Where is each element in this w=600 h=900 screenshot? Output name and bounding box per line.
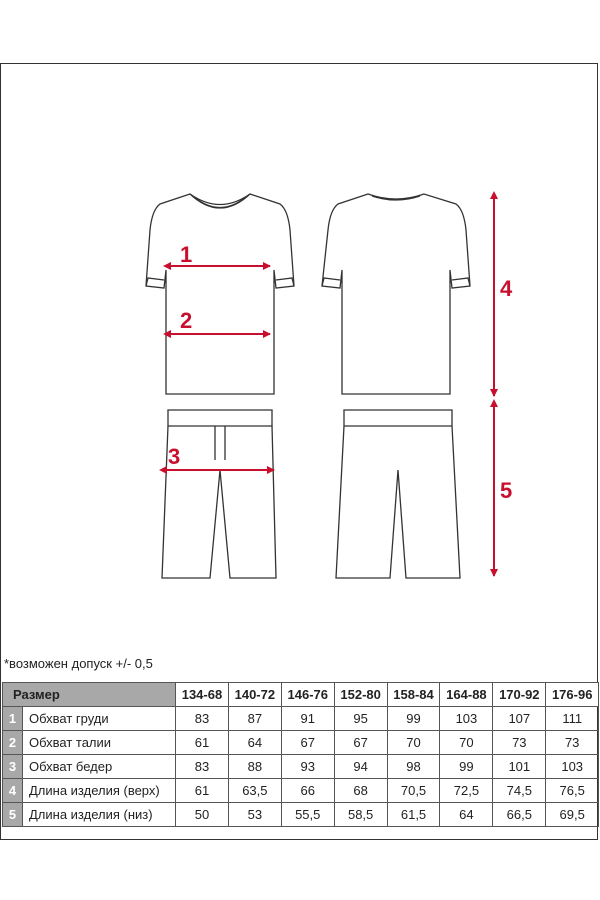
size-column-header: 170-92	[493, 683, 546, 707]
marker-5: 5	[500, 478, 513, 503]
garment-diagram	[0, 63, 600, 653]
measurement-value: 55,5	[281, 803, 334, 827]
row-number: 3	[3, 755, 23, 779]
measurement-value: 64	[440, 803, 493, 827]
measurement-value: 63,5	[228, 779, 281, 803]
table-row	[3, 731, 599, 755]
measurement-value: 99	[440, 755, 493, 779]
marker-2: 2	[180, 308, 193, 333]
row-number: 1	[3, 707, 23, 731]
measurement-value: 87	[228, 707, 281, 731]
tolerance-note: *возможен допуск +/- 0,5	[4, 656, 153, 671]
measurement-value: 83	[176, 707, 229, 731]
size-column-header: 140-72	[228, 683, 281, 707]
measurement-value: 61,5	[387, 803, 440, 827]
measurement-value: 101	[493, 755, 546, 779]
row-number: 4	[3, 779, 23, 803]
size-column-header: 176-96	[546, 683, 599, 707]
measurement-value: 95	[334, 707, 387, 731]
measurement-value: 64	[228, 731, 281, 755]
measurement-value: 74,5	[493, 779, 546, 803]
measurement-value: 72,5	[440, 779, 493, 803]
shorts-back	[336, 410, 460, 578]
measurement-value: 50	[176, 803, 229, 827]
measurement-value: 70,5	[387, 779, 440, 803]
measurement-value: 66,5	[493, 803, 546, 827]
measurement-value: 93	[281, 755, 334, 779]
measurement-label: Обхват талии	[23, 731, 176, 755]
row-number: 2	[3, 731, 23, 755]
measurement-value: 107	[493, 707, 546, 731]
measurement-value: 98	[387, 755, 440, 779]
measurement-value: 99	[387, 707, 440, 731]
table-header-row	[3, 683, 599, 707]
measurement-value: 61	[176, 731, 229, 755]
measurement-label: Обхват бедер	[23, 755, 176, 779]
size-column-header: 164-88	[440, 683, 493, 707]
tshirt-front	[146, 194, 294, 394]
measurement-value: 111	[546, 707, 599, 731]
shorts-front	[162, 410, 276, 578]
measurement-value: 73	[546, 731, 599, 755]
measurement-value: 67	[334, 731, 387, 755]
measurement-value: 88	[228, 755, 281, 779]
measurement-value: 103	[546, 755, 599, 779]
measurement-value: 76,5	[546, 779, 599, 803]
size-table	[2, 682, 599, 827]
row-number: 5	[3, 803, 23, 827]
table-row	[3, 803, 599, 827]
size-header-label: Размер	[3, 683, 176, 707]
measurement-label: Длина изделия (верх)	[23, 779, 176, 803]
table-row	[3, 779, 599, 803]
measurement-value: 53	[228, 803, 281, 827]
measurement-value: 83	[176, 755, 229, 779]
measurement-value: 67	[281, 731, 334, 755]
table-row	[3, 755, 599, 779]
marker-4: 4	[500, 276, 513, 301]
table-row	[3, 707, 599, 731]
marker-3: 3	[168, 444, 181, 469]
size-column-header: 146-76	[281, 683, 334, 707]
size-column-header: 152-80	[334, 683, 387, 707]
measurement-value: 70	[440, 731, 493, 755]
measurement-value: 68	[334, 779, 387, 803]
measurement-value: 66	[281, 779, 334, 803]
measurement-value: 58,5	[334, 803, 387, 827]
measurement-value: 103	[440, 707, 493, 731]
measurement-value: 69,5	[546, 803, 599, 827]
size-column-header: 134-68	[176, 683, 229, 707]
measurement-label: Длина изделия (низ)	[23, 803, 176, 827]
size-column-header: 158-84	[387, 683, 440, 707]
measurement-value: 61	[176, 779, 229, 803]
marker-1: 1	[180, 242, 193, 267]
measurement-label: Обхват груди	[23, 707, 176, 731]
measurement-value: 70	[387, 731, 440, 755]
tshirt-back	[322, 194, 470, 394]
measurement-value: 73	[493, 731, 546, 755]
measurement-value: 94	[334, 755, 387, 779]
measurement-value: 91	[281, 707, 334, 731]
